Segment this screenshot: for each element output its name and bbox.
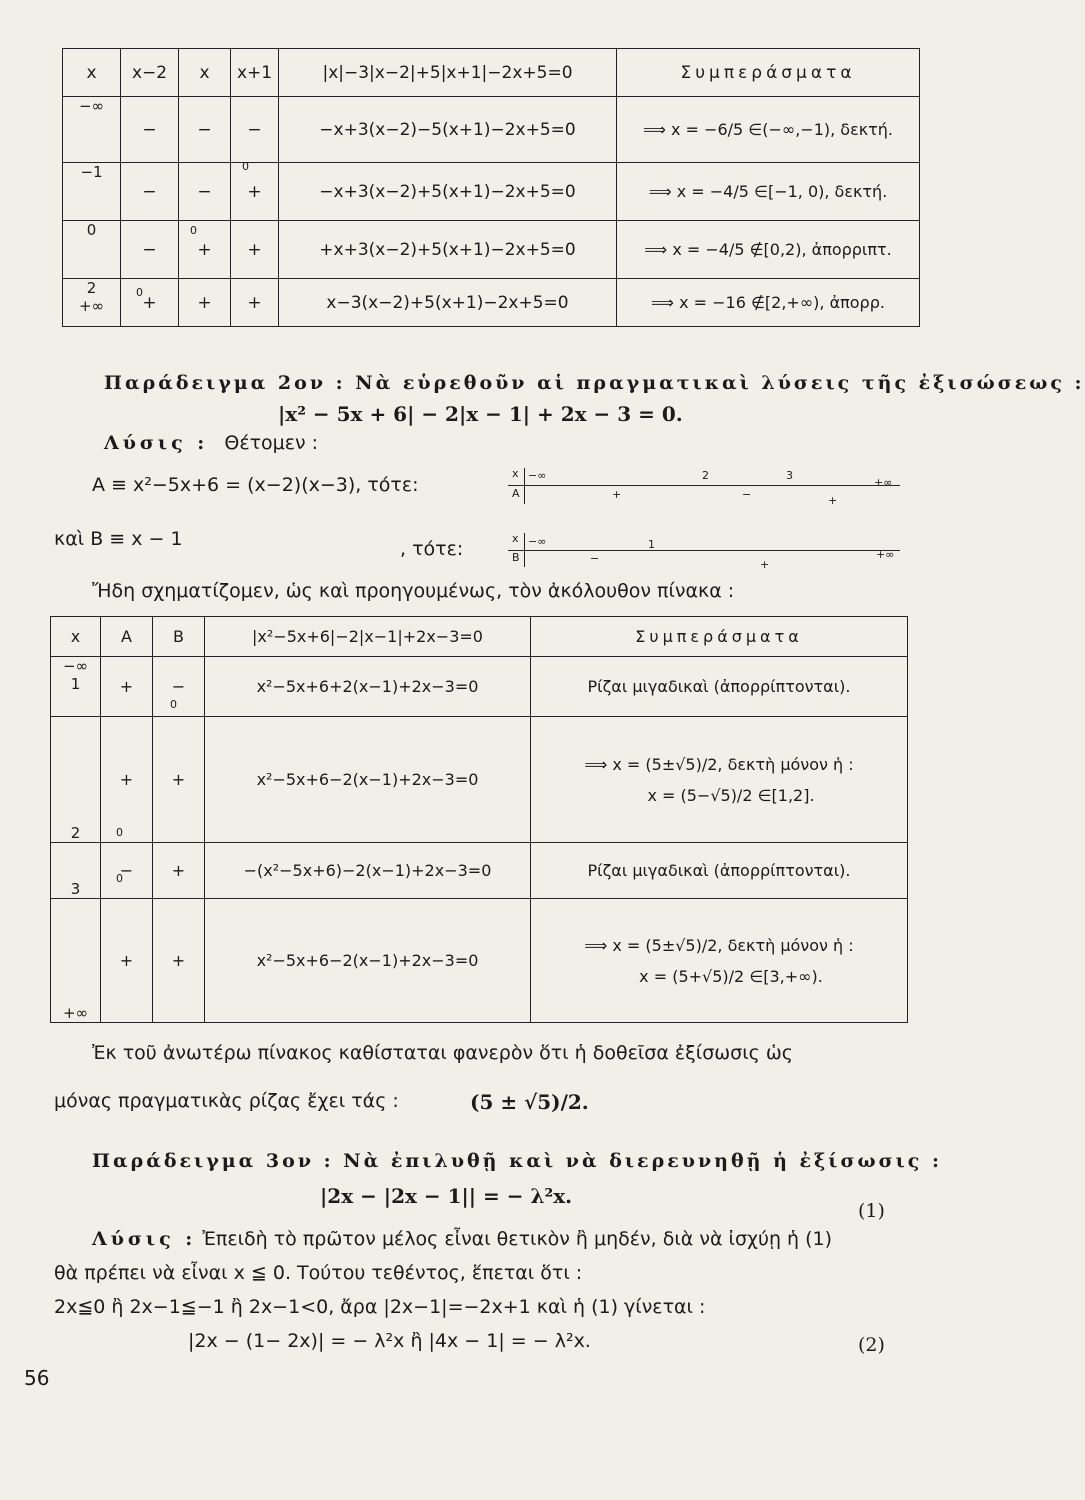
example3-line-3: 2x≦0 ἢ 2x−1≦−1 ἢ 2x−1<0, ἄρα |2x−1|=−2x+1 καὶ ἡ (1) γίνεται : [54,1296,706,1318]
sign-a-point: −∞ [528,469,547,482]
table1-sign: − [179,163,231,221]
example2-solution-line [104,432,318,454]
sign-b-divider [524,533,525,567]
sign-b-label-x: x [512,532,519,545]
table1-zero: 0 [242,160,249,173]
table2-sign-a: + [101,657,153,717]
table2-points-cell: +∞ [51,899,101,1023]
table1-sign: − [121,163,179,221]
solution-intro: Θέτομεν : [224,432,319,454]
example2-equation: |x² − 5x + 6| − 2|x − 1| + 2x − 3 = 0. [278,402,683,426]
sign-b-sign: − [590,552,600,565]
sign-b-point: −∞ [528,535,547,548]
table2-result-line: ⟹ x = (5±√5)/2, δεκτὴ μόνον ἡ : [584,935,854,955]
table1-equation: −x+3(x−2)−5(x+1)−2x+5=0 [279,97,617,163]
table1-result: ⟹ x = −6/5 ∈(−∞,−1), δεκτή. [617,97,920,163]
table2-sign-b: + [153,717,205,843]
sign-b-label-b: B [512,551,520,564]
table1-points-cell: 2 +∞ [63,279,121,327]
table2-zero: 0 [116,872,123,885]
table1-sign: − [231,97,279,163]
a-definition: A ≡ x²−5x+6 = (x−2)(x−3), τότε: [92,474,419,496]
table2-header-equation: |x²−5x+6|−2|x−1|+2x−3=0 [205,617,531,657]
table2-zero: 0 [116,826,123,839]
table1-sign: + [231,279,279,327]
table2-sign-a: − [101,843,153,899]
example3-line-4: |2x − (1− 2x)| = − λ²x ἢ |4x − 1| = − λ²x. [188,1330,591,1352]
table1-sign: + [231,221,279,279]
table1-header-x-plus-1: x+1 [231,49,279,97]
example3-line-2: θὰ πρέπει νὰ εἶναι x ≦ 0. Τούτου τεθέντος, ἕπεται ὅτι : [54,1262,583,1284]
table2-sign-a: + [101,717,153,843]
sign-b-axis [508,550,900,551]
table1-zero: 0 [190,224,197,237]
solution-label-3: Λύσις : [92,1228,197,1250]
table2-points-cell: 3 [51,843,101,899]
table1-sign: − [179,97,231,163]
table2-points-cell: 2 [51,717,101,843]
example3-eq-number: (1) [858,1200,885,1222]
table2-zero: 0 [170,698,177,711]
table1-result: ⟹ x = −16 ∉[2,+∞), ἀπορρ. [617,279,920,327]
sign-a-label-a: A [512,487,520,500]
example3-equation: |2x − |2x − 1|| = − λ²x. [320,1184,573,1208]
page-number: 56 [24,1366,50,1390]
table2-sign-b: + [153,843,205,899]
table1-equation: x−3(x−2)+5(x+1)−2x+5=0 [279,279,617,327]
sign-b-sign: + [760,558,770,571]
table2-result [531,899,908,1023]
solution-label: Λύσις : [104,432,209,454]
table2-result-line: x = (5−√5)/2 ∈[1,2]. [647,785,815,805]
sign-a-sign: + [828,494,838,507]
table1-sign: + [179,221,231,279]
table2-equation: x²−5x+6+2(x−1)+2x−3=0 [205,657,531,717]
sign-a-point: 2 [702,469,709,482]
conclusion-result: (5 ± √5)/2. [470,1090,589,1114]
table2-result [531,717,908,843]
table2-result-line: x = (5+√5)/2 ∈[3,+∞). [639,966,823,986]
table2-result: Ρίζαι μιγαδικαὶ (ἀπορρίπτονται). [531,657,908,717]
table1-header-x-minus-2: x−2 [121,49,179,97]
sign-b-point: 1 [648,538,655,551]
table2-result: Ρίζαι μιγαδικαὶ (ἀπορρίπτονται). [531,843,908,899]
table2-header-conclusions: Συμπεράσματα [531,617,908,657]
example3-title: Παράδειγμα 3ον : Νὰ ἐπιλυθῇ καὶ νὰ διερευνηθῇ ἡ ἐξίσωσις : [92,1150,943,1172]
example3-solution-line [92,1228,832,1250]
table2-sign-b: + [153,899,205,1023]
table1-sign: + [179,279,231,327]
conclusion-line-2: μόνας πραγματικὰς ρίζας ἔχει τάς : [54,1090,399,1112]
example3-line-1: Ἐπειδὴ τὸ πρῶτον μέλος εἶναι θετικὸν ἢ μηδέν, διὰ νὰ ἰσχύῃ ἡ (1) [202,1228,833,1250]
table1-header-equation: |x|−3|x−2|+5|x+1|−2x+5=0 [279,49,617,97]
table1-header-conclusions: Συμπεράσματα [617,49,920,97]
table1-sign: − [121,97,179,163]
table1-equation: +x+3(x−2)+5(x+1)−2x+5=0 [279,221,617,279]
table1-result: ⟹ x = −4/5 ∈[−1, 0), δεκτή. [617,163,920,221]
sign-table-1 [62,48,920,327]
example3-eq-number-2: (2) [858,1334,885,1356]
table2-equation: x²−5x+6−2(x−1)+2x−3=0 [205,717,531,843]
table1-result: ⟹ x = −4/5 ∉[0,2), ἀπορριπτ. [617,221,920,279]
sign-a-label-x: x [512,467,519,480]
table2-points-cell: −∞ 1 [51,657,101,717]
sign-a-axis [508,485,900,486]
table2-equation: −(x²−5x+6)−2(x−1)+2x−3=0 [205,843,531,899]
sign-a-point: +∞ [874,476,893,489]
table2-equation: x²−5x+6−2(x−1)+2x−3=0 [205,899,531,1023]
sign-a-sign: − [742,488,752,501]
table2-sign-a: + [101,899,153,1023]
conclusion-line-1: Ἐκ τοῦ ἀνωτέρω πίνακος καθίσταται φανερὸν ὅτι ἡ δοθεῖσα ἐξίσωσις ὡς [92,1042,793,1064]
table1-header-x: x [63,49,121,97]
table1-points-cell: −∞ [63,97,121,163]
table2-sign-b: − [153,657,205,717]
table2-header-a: A [101,617,153,657]
example2-title: Παράδειγμα 2ον : Νὰ εὑρεθοῦν αἱ πραγματικαὶ λύσεις τῆς ἐξισώσεως : [104,372,1085,394]
sign-a-point: 3 [786,469,793,482]
table1-sign: + [121,279,179,327]
table1-sign: + [231,163,279,221]
sign-table-2 [50,616,908,1023]
table2-header-x: x [51,617,101,657]
table1-points-cell: −1 [63,163,121,221]
b-tote: , τότε: [400,538,464,560]
sign-b-point: +∞ [876,548,895,561]
table2-intro: Ἤδη σχηματίζομεν, ὡς καὶ προηγουμένως, τὸν ἀκόλουθον πίνακα : [92,580,735,602]
table1-zero: 0 [136,286,143,299]
table1-points-cell: 0 [63,221,121,279]
sign-a-sign: + [612,488,622,501]
table1-header-x-2: x [179,49,231,97]
sign-a-divider [524,468,525,504]
table2-result-line: ⟹ x = (5±√5)/2, δεκτὴ μόνον ἡ : [584,754,854,774]
table1-sign: − [121,221,179,279]
table2-header-b: B [153,617,205,657]
table1-equation: −x+3(x−2)+5(x+1)−2x+5=0 [279,163,617,221]
b-definition: καὶ B ≡ x − 1 [54,528,183,550]
